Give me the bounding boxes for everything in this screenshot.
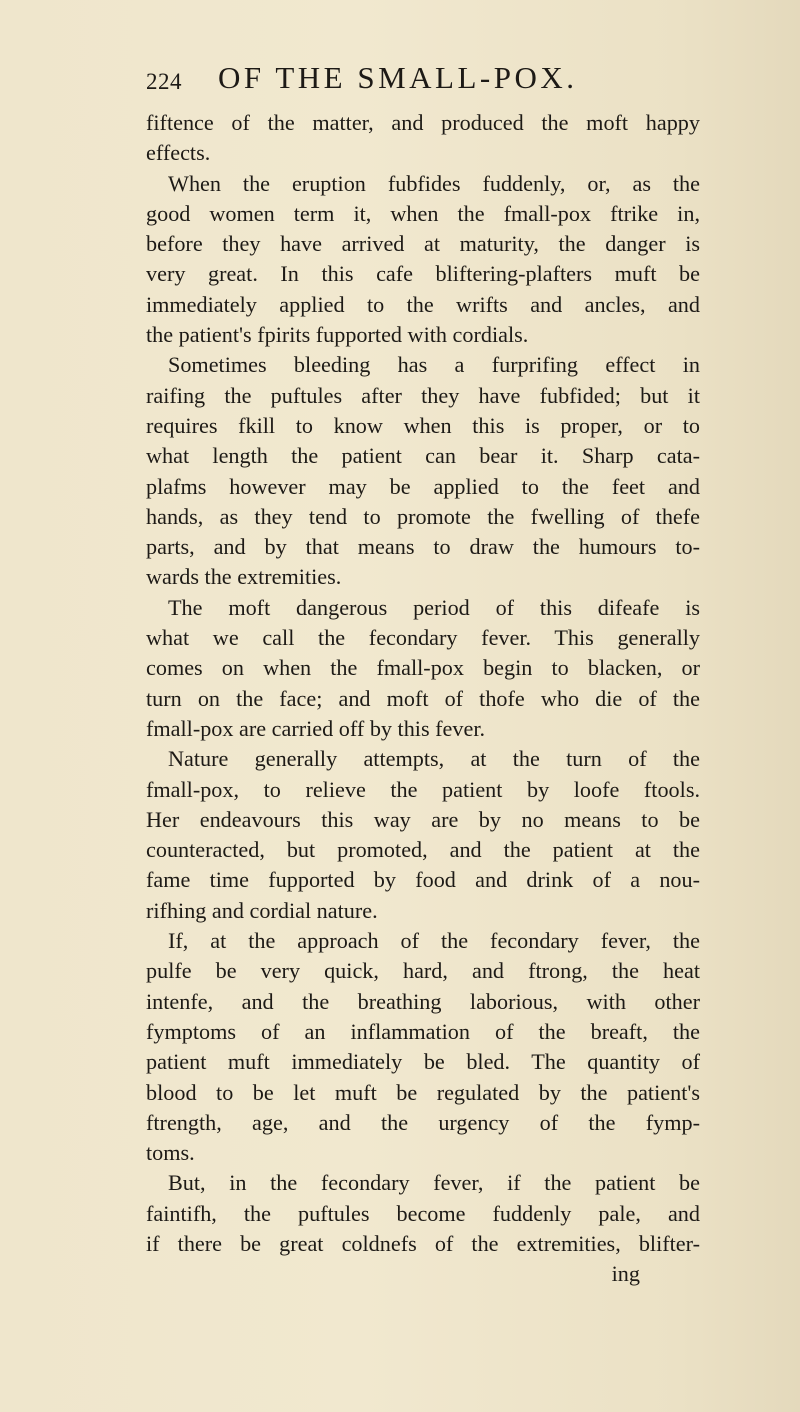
text-line: blood to be let muft be regulated by the patient's — [146, 1079, 700, 1105]
text-line: what length the patient can bear it. Sharp cata- — [146, 443, 700, 469]
text-line: immediately applied to the wrifts and ancles, and — [146, 291, 700, 317]
text-line: if there be great coldnefs of the extremities, blifter- — [146, 1230, 700, 1256]
text-line: good women term it, when the fmall-pox ftrike in, — [146, 200, 700, 226]
page-number: 224 — [146, 69, 182, 94]
text-line: very great. In this cafe bliftering-plafters muft be — [146, 261, 700, 287]
text-line: raifing the puftules after they have fubfided; but it — [146, 382, 700, 408]
text-line: fmall-pox, to relieve the patient by loofe ftools. — [146, 776, 700, 802]
text-line: The moft dangerous period of this difeafe is — [168, 594, 700, 620]
text-line: before they have arrived at maturity, the danger is — [146, 231, 700, 257]
text-line: faintifh, the puftules become fuddenly pale, and — [146, 1200, 700, 1226]
text-line: rifhing and cordial nature. — [146, 897, 378, 923]
text-line: comes on when the fmall-pox begin to blacken, or — [146, 655, 700, 681]
text-line: intenfe, and the breathing laborious, with other — [146, 988, 700, 1014]
text-line: But, in the fecondary fever, if the patient be — [168, 1170, 700, 1196]
text-line: wards the extremities. — [146, 564, 342, 590]
text-line: Her endeavours this way are by no means to be — [146, 806, 700, 832]
text-line: requires fkill to know when this is proper, or to — [146, 412, 700, 438]
page-header — [146, 60, 706, 100]
text-line: turn on the face; and moft of thofe who die of the — [146, 685, 700, 711]
text-line: When the eruption fubfides fuddenly, or, as the — [168, 170, 700, 196]
text-line: If, at the approach of the fecondary fever, the — [168, 928, 700, 954]
text-line: parts, and by that means to draw the humours to- — [146, 534, 700, 560]
text-line: fmall-pox are carried off by this fever. — [146, 715, 486, 741]
text-line: Sometimes bleeding has a furprifing effect in — [168, 352, 700, 378]
text-line: hands, as they tend to promote the fwelling of thefe — [146, 503, 700, 529]
text-line: Nature generally attempts, at the turn of the — [168, 746, 700, 772]
text-line: counteracted, but promoted, and the patient at the — [146, 837, 700, 863]
catchword: ing — [611, 1261, 640, 1287]
text-line: the patient's fpirits fupported with cordials. — [146, 322, 529, 348]
running-head: OF THE SMALL-POX. — [218, 60, 578, 95]
text-line: fame time fupported by food and drink of a nou- — [146, 867, 700, 893]
text-line: fymptoms of an inflammation of the breaft, the — [146, 1018, 700, 1044]
text-line: toms. — [146, 1140, 195, 1166]
text-line: fiftence of the matter, and produced the moft happy — [146, 110, 700, 135]
text-line: plafms however may be applied to the feet and — [146, 473, 700, 499]
text-line: what we call the fecondary fever. This generally — [146, 625, 700, 651]
text-line: ftrength, age, and the urgency of the fymp- — [146, 1109, 700, 1135]
text-line: effects. — [146, 140, 211, 166]
text-line: patient muft immediately be bled. The quantity of — [146, 1049, 700, 1075]
text-line: pulfe be very quick, hard, and ftrong, the heat — [146, 958, 700, 984]
body-text — [146, 108, 700, 1290]
